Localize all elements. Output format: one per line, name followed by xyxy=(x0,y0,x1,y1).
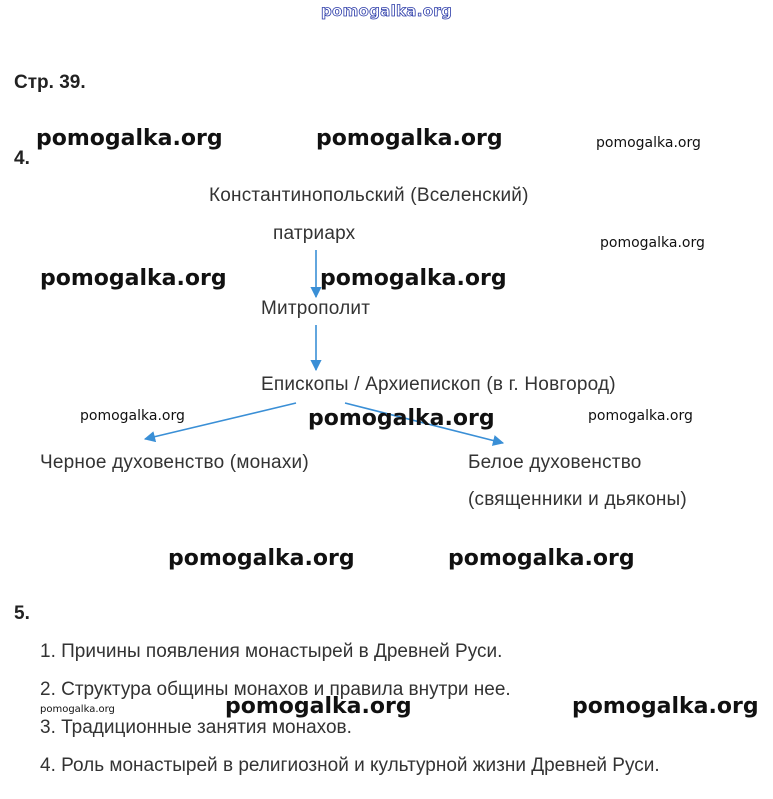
watermark: pomogalka.org xyxy=(40,704,115,715)
top-watermark: pomogalka.org xyxy=(320,2,453,20)
plan-item-2: 2. Структура общины монахов и правила внутри нее. xyxy=(40,679,511,700)
watermark: pomogalka.org xyxy=(36,126,223,151)
watermark: pomogalka.org xyxy=(588,408,693,424)
watermark: pomogalka.org xyxy=(448,546,635,571)
white-clergy-node-line2: (священники и дьяконы) xyxy=(468,489,687,510)
watermark: pomogalka.org xyxy=(40,266,227,291)
watermark: pomogalka.org xyxy=(572,694,759,719)
plan-item-3: 3. Традиционные занятия монахов. xyxy=(40,717,352,738)
watermark: pomogalka.org xyxy=(308,406,495,431)
watermark: pomogalka.org xyxy=(80,408,185,424)
patriarch-node-line1: Константинопольский (Вселенский) xyxy=(209,185,529,206)
task5-number: 5. xyxy=(14,603,30,624)
watermark: pomogalka.org xyxy=(316,126,503,151)
task4-number: 4. xyxy=(14,148,30,169)
patriarch-node-line2: патриарх xyxy=(273,223,356,244)
bishops-node: Епископы / Архиепископ (в г. Новгород) xyxy=(261,374,616,395)
white-clergy-node-line1: Белое духовенство xyxy=(468,452,642,473)
watermark: pomogalka.org xyxy=(225,694,412,719)
black-clergy-node: Черное духовенство (монахи) xyxy=(40,452,309,473)
watermark: pomogalka.org xyxy=(596,135,701,151)
plan-item-4: 4. Роль монастырей в религиозной и культурной жизни Древней Руси. xyxy=(40,755,660,776)
watermark: pomogalka.org xyxy=(600,235,705,251)
metropolitan-node: Митрополит xyxy=(261,298,371,319)
watermark: pomogalka.org xyxy=(320,266,507,291)
page-reference: Стр. 39. xyxy=(14,72,86,93)
plan-item-1: 1. Причины появления монастырей в Древней Руси. xyxy=(40,641,503,662)
watermark: pomogalka.org xyxy=(168,546,355,571)
